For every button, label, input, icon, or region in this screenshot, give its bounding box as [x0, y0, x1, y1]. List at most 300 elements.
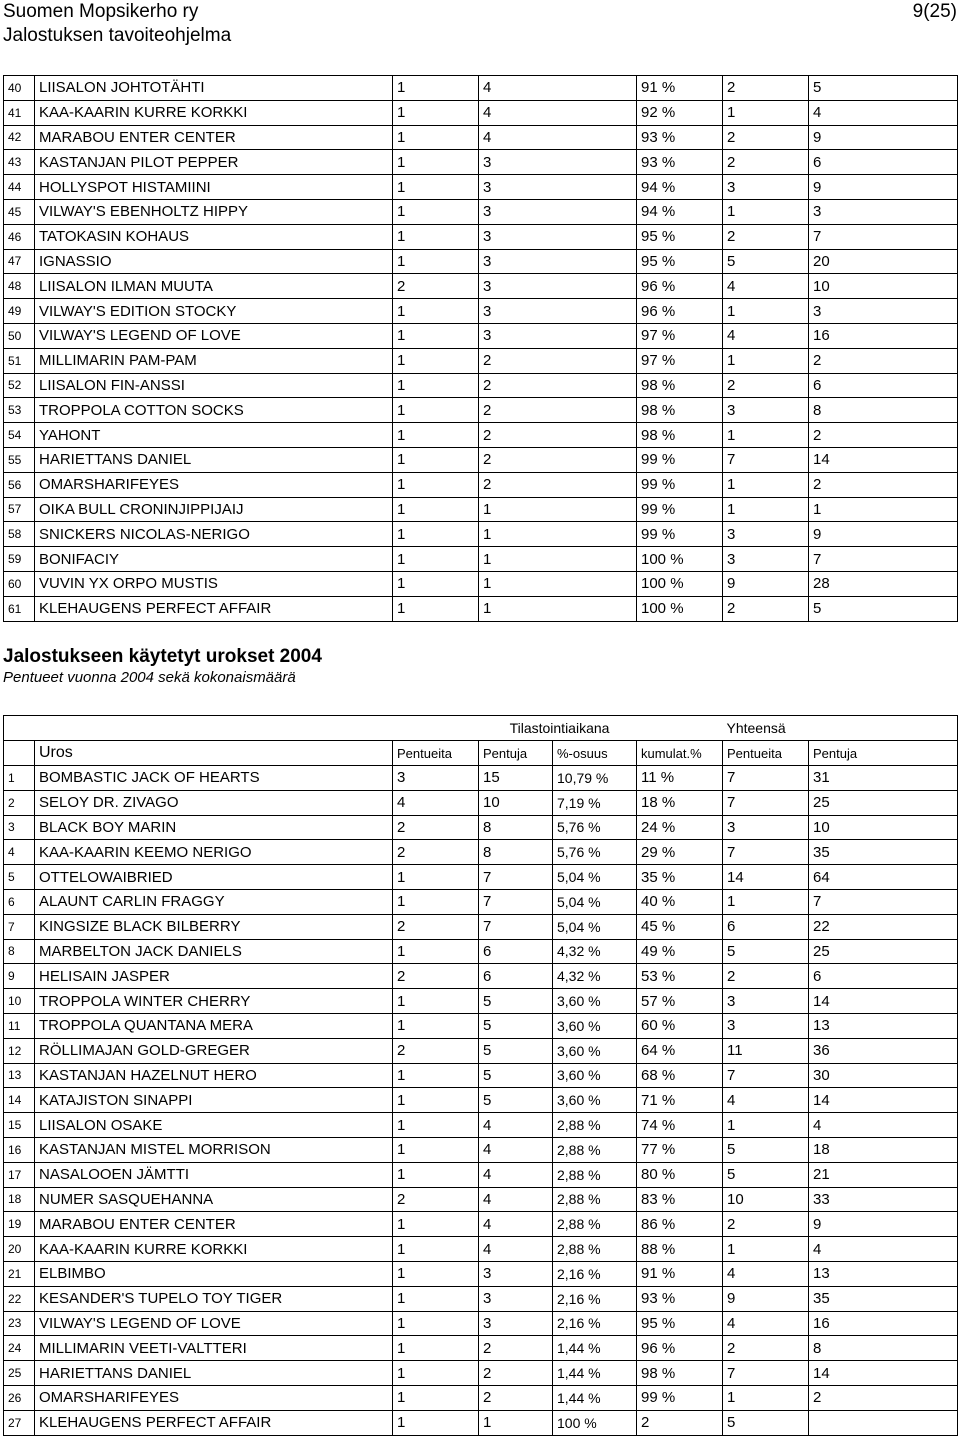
- puppies-cell: 4: [479, 1212, 553, 1237]
- total-litters-cell: 3: [723, 522, 809, 547]
- total-litters-cell: 7: [723, 1063, 809, 1088]
- total-puppies-cell: 8: [809, 398, 958, 423]
- litters-cell: 1: [393, 299, 479, 324]
- rank-cell: 12: [4, 1038, 35, 1063]
- puppies-cell: 2: [479, 1336, 553, 1361]
- cumulative-cell: 99 %: [637, 1385, 723, 1410]
- rank-cell: 48: [4, 274, 35, 299]
- puppies-cell: 2: [479, 1361, 553, 1386]
- rank-cell: 6: [4, 889, 35, 914]
- rank-cell: 7: [4, 914, 35, 939]
- name-cell: KASTANJAN MISTEL MORRISON: [35, 1137, 393, 1162]
- litters-cell: 2: [393, 914, 479, 939]
- table-row: [4, 299, 958, 324]
- rank-cell: 9: [4, 964, 35, 989]
- table-row: [4, 373, 958, 398]
- rank-cell: 23: [4, 1311, 35, 1336]
- litters-cell: 1: [393, 423, 479, 448]
- section-heading: [3, 645, 322, 687]
- puppies-cell: 1: [479, 571, 637, 596]
- col-total-pentueita: Pentueita: [723, 741, 809, 766]
- cumulative-cell: 91 %: [637, 1261, 723, 1286]
- rank-cell: 25: [4, 1361, 35, 1386]
- total-puppies-cell: 25: [809, 939, 958, 964]
- name-cell: OIKA BULL CRONINJIPPIJAIJ: [35, 497, 393, 522]
- share-cell: 1,44 %: [553, 1336, 637, 1361]
- table-row: [4, 199, 958, 224]
- name-cell: YAHONT: [35, 423, 393, 448]
- share-cell: 3,60 %: [553, 1038, 637, 1063]
- litters-cell: 1: [393, 1063, 479, 1088]
- cumulative-cell: 95 %: [637, 249, 723, 274]
- name-cell: BLACK BOY MARIN: [35, 815, 393, 840]
- name-cell: OMARSHARIFEYES: [35, 472, 393, 497]
- name-cell: ALAUNT CARLIN FRAGGY: [35, 889, 393, 914]
- total-litters-cell: 3: [723, 398, 809, 423]
- cumulative-cell: 77 %: [637, 1137, 723, 1162]
- puppies-cell: 2: [479, 447, 637, 472]
- table-row: [4, 100, 958, 125]
- header-blank: [35, 716, 393, 741]
- puppies-cell: 3: [479, 249, 637, 274]
- col-uros: Uros: [35, 741, 393, 766]
- litters-cell: 1: [393, 522, 479, 547]
- litters-cell: 1: [393, 373, 479, 398]
- litters-cell: 1: [393, 939, 479, 964]
- table-row: [4, 150, 958, 175]
- name-cell: KESANDER'S TUPELO TOY TIGER: [35, 1286, 393, 1311]
- name-cell: KINGSIZE BLACK BILBERRY: [35, 914, 393, 939]
- share-cell: 5,76 %: [553, 815, 637, 840]
- table-row: [4, 790, 958, 815]
- name-cell: KAA-KAARIN KEEMO NERIGO: [35, 840, 393, 865]
- cumulative-cell: 92 %: [637, 100, 723, 125]
- section-subtitle: Pentueet vuonna 2004 sekä kokonaismäärä: [3, 669, 296, 686]
- litters-cell: 1: [393, 596, 479, 621]
- cumulative-cell: 24 %: [637, 815, 723, 840]
- name-cell: LIISALON OSAKE: [35, 1113, 393, 1138]
- rank-cell: 56: [4, 472, 35, 497]
- total-puppies-cell: 1: [809, 497, 958, 522]
- cumulative-cell: 98 %: [637, 373, 723, 398]
- table-row: [4, 1063, 958, 1088]
- rank-cell: 58: [4, 522, 35, 547]
- rank-cell: 16: [4, 1137, 35, 1162]
- share-cell: 2,88 %: [553, 1237, 637, 1262]
- puppies-cell: 3: [479, 199, 637, 224]
- total-puppies-cell: [809, 1410, 958, 1435]
- col-kumulat: kumulat.%: [637, 741, 723, 766]
- total-litters-cell: 1: [723, 100, 809, 125]
- rank-cell: 47: [4, 249, 35, 274]
- cumulative-cell: 29 %: [637, 840, 723, 865]
- table-row: [4, 447, 958, 472]
- total-puppies-cell: 3: [809, 199, 958, 224]
- litters-cell: 1: [393, 1311, 479, 1336]
- puppies-cell: 7: [479, 865, 553, 890]
- rank-cell: 52: [4, 373, 35, 398]
- name-cell: BOMBASTIC JACK OF HEARTS: [35, 766, 393, 791]
- name-cell: LIISALON JOHTOTÄHTI: [35, 76, 393, 101]
- total-puppies-cell: 22: [809, 914, 958, 939]
- table-row: [4, 815, 958, 840]
- name-cell: SELOY DR. ZIVAGO: [35, 790, 393, 815]
- cumulative-cell: 93 %: [637, 150, 723, 175]
- total-litters-cell: 2: [723, 224, 809, 249]
- litters-cell: 3: [393, 766, 479, 791]
- share-cell: 2,88 %: [553, 1137, 637, 1162]
- cumulative-cell: 11 %: [637, 766, 723, 791]
- litters-cell: 1: [393, 1162, 479, 1187]
- table-row: [4, 1410, 958, 1435]
- table-row: [4, 1286, 958, 1311]
- rank-cell: 45: [4, 199, 35, 224]
- name-cell: MILLIMARIN PAM-PAM: [35, 348, 393, 373]
- name-cell: KATAJISTON SINAPPI: [35, 1088, 393, 1113]
- total-puppies-cell: 13: [809, 1261, 958, 1286]
- cumulative-cell: 99 %: [637, 472, 723, 497]
- total-litters-cell: 1: [723, 199, 809, 224]
- total-litters-cell: 2: [723, 150, 809, 175]
- puppies-cell: 3: [479, 1311, 553, 1336]
- section-title: Jalostukseen käytetyt urokset 2004: [3, 646, 322, 667]
- col-pentueita: Pentueita: [393, 741, 479, 766]
- table-row: [4, 1336, 958, 1361]
- rank-cell: 26: [4, 1385, 35, 1410]
- cumulative-cell: 71 %: [637, 1088, 723, 1113]
- cumulative-cell: 80 %: [637, 1162, 723, 1187]
- total-puppies-cell: 9: [809, 1212, 958, 1237]
- rank-cell: 15: [4, 1113, 35, 1138]
- table-row: [4, 274, 958, 299]
- cumulative-cell: 88 %: [637, 1237, 723, 1262]
- puppies-cell: 5: [479, 1013, 553, 1038]
- cumulative-cell: 95 %: [637, 1311, 723, 1336]
- cumulative-cell: 96 %: [637, 299, 723, 324]
- total-litters-cell: 9: [723, 1286, 809, 1311]
- total-puppies-cell: 6: [809, 150, 958, 175]
- litters-cell: 1: [393, 865, 479, 890]
- total-litters-cell: 7: [723, 790, 809, 815]
- litters-cell: 1: [393, 1261, 479, 1286]
- name-cell: MILLIMARIN VEETI-VALTTERI: [35, 1336, 393, 1361]
- litters-cell: 1: [393, 547, 479, 572]
- cumulative-cell: 64 %: [637, 1038, 723, 1063]
- rank-cell: 27: [4, 1410, 35, 1435]
- litters-cell: 1: [393, 224, 479, 249]
- cumulative-cell: 2: [637, 1410, 723, 1435]
- rank-cell: 60: [4, 571, 35, 596]
- puppies-cell: 2: [479, 348, 637, 373]
- rank-cell: 41: [4, 100, 35, 125]
- cumulative-cell: 45 %: [637, 914, 723, 939]
- total-puppies-cell: 2: [809, 472, 958, 497]
- rank-cell: 2: [4, 790, 35, 815]
- total-puppies-cell: 30: [809, 1063, 958, 1088]
- total-litters-cell: 2: [723, 373, 809, 398]
- table-row: [4, 1088, 958, 1113]
- total-litters-cell: 3: [723, 815, 809, 840]
- table-row: [4, 398, 958, 423]
- rank-cell: 55: [4, 447, 35, 472]
- table-row: [4, 1038, 958, 1063]
- total-puppies-cell: 13: [809, 1013, 958, 1038]
- puppies-cell: 4: [479, 1237, 553, 1262]
- name-cell: SNICKERS NICOLAS-NERIGO: [35, 522, 393, 547]
- litters-cell: 1: [393, 175, 479, 200]
- cumulative-cell: 99 %: [637, 522, 723, 547]
- puppies-cell: 6: [479, 964, 553, 989]
- share-cell: 5,04 %: [553, 889, 637, 914]
- rank-cell: 22: [4, 1286, 35, 1311]
- group-stats-header: Tilastointiaikana: [393, 716, 723, 741]
- puppies-cell: 8: [479, 815, 553, 840]
- litters-cell: 1: [393, 125, 479, 150]
- cumulative-cell: 98 %: [637, 1361, 723, 1386]
- total-puppies-cell: 10: [809, 274, 958, 299]
- cumulative-cell: 95 %: [637, 224, 723, 249]
- total-litters-cell: 1: [723, 497, 809, 522]
- rank-cell: 20: [4, 1237, 35, 1262]
- total-litters-cell: 1: [723, 472, 809, 497]
- name-cell: MARBELTON JACK DANIELS: [35, 939, 393, 964]
- rank-cell: 50: [4, 323, 35, 348]
- puppies-cell: 1: [479, 1410, 553, 1435]
- share-cell: 10,79 %: [553, 766, 637, 791]
- table-row: [4, 989, 958, 1014]
- group-total-header: Yhteensä: [723, 716, 958, 741]
- cumulative-cell: 99 %: [637, 447, 723, 472]
- total-litters-cell: 1: [723, 299, 809, 324]
- total-puppies-cell: 5: [809, 596, 958, 621]
- total-litters-cell: 2: [723, 1212, 809, 1237]
- puppies-cell: 5: [479, 1088, 553, 1113]
- puppies-cell: 7: [479, 914, 553, 939]
- table-row: [4, 1311, 958, 1336]
- org-name: Suomen Mopsikerho ry: [3, 1, 199, 22]
- litters-cell: 1: [393, 323, 479, 348]
- col-pentuja: Pentuja: [479, 741, 553, 766]
- total-litters-cell: 11: [723, 1038, 809, 1063]
- table-row: [4, 249, 958, 274]
- group-header-row: [4, 716, 958, 741]
- total-puppies-cell: 4: [809, 1113, 958, 1138]
- litters-cell: 1: [393, 1286, 479, 1311]
- rank-cell: 57: [4, 497, 35, 522]
- total-puppies-cell: 6: [809, 373, 958, 398]
- litters-cell: 2: [393, 1038, 479, 1063]
- table-row: [4, 1385, 958, 1410]
- total-puppies-cell: 7: [809, 889, 958, 914]
- puppies-cell: 3: [479, 1286, 553, 1311]
- total-litters-cell: 14: [723, 865, 809, 890]
- name-cell: HARIETTANS DANIEL: [35, 447, 393, 472]
- puppies-cell: 3: [479, 274, 637, 299]
- rank-cell: 43: [4, 150, 35, 175]
- puppies-cell: 5: [479, 1063, 553, 1088]
- cumulative-cell: 68 %: [637, 1063, 723, 1088]
- total-puppies-cell: 6: [809, 964, 958, 989]
- total-litters-cell: 3: [723, 547, 809, 572]
- table-row: [4, 224, 958, 249]
- puppies-cell: 1: [479, 497, 637, 522]
- cumulative-cell: 96 %: [637, 274, 723, 299]
- puppies-cell: 3: [479, 1261, 553, 1286]
- litters-cell: 1: [393, 1410, 479, 1435]
- share-cell: 1,44 %: [553, 1385, 637, 1410]
- name-cell: KAA-KAARIN KURRE KORKKI: [35, 1237, 393, 1262]
- total-litters-cell: 3: [723, 1013, 809, 1038]
- total-puppies-cell: 9: [809, 175, 958, 200]
- litters-cell: 1: [393, 472, 479, 497]
- cumulative-cell: 18 %: [637, 790, 723, 815]
- share-cell: 2,88 %: [553, 1187, 637, 1212]
- name-cell: VILWAY'S EBENHOLTZ HIPPY: [35, 199, 393, 224]
- table-row: [4, 522, 958, 547]
- puppies-cell: 15: [479, 766, 553, 791]
- rank-cell: 54: [4, 423, 35, 448]
- total-puppies-cell: 35: [809, 840, 958, 865]
- share-cell: 2,88 %: [553, 1212, 637, 1237]
- table-row: [4, 1237, 958, 1262]
- name-cell: TROPPOLA WINTER CHERRY: [35, 989, 393, 1014]
- share-cell: 2,88 %: [553, 1113, 637, 1138]
- name-cell: HELISAIN JASPER: [35, 964, 393, 989]
- cumulative-cell: 98 %: [637, 398, 723, 423]
- table-row: [4, 1261, 958, 1286]
- total-puppies-cell: 14: [809, 1088, 958, 1113]
- rank-cell: 1: [4, 766, 35, 791]
- table-row: [4, 964, 958, 989]
- total-puppies-cell: 5: [809, 76, 958, 101]
- cumulative-cell: 83 %: [637, 1187, 723, 1212]
- table-row: [4, 914, 958, 939]
- cumulative-cell: 74 %: [637, 1113, 723, 1138]
- puppies-cell: 10: [479, 790, 553, 815]
- total-litters-cell: 2: [723, 76, 809, 101]
- rank-cell: 18: [4, 1187, 35, 1212]
- puppies-cell: 7: [479, 889, 553, 914]
- puppies-cell: 5: [479, 989, 553, 1014]
- table-row: [4, 571, 958, 596]
- name-cell: VILWAY'S EDITION STOCKY: [35, 299, 393, 324]
- share-cell: 2,16 %: [553, 1311, 637, 1336]
- males-used-2004-table: [3, 715, 958, 1436]
- litters-cell: 1: [393, 150, 479, 175]
- table-row: [4, 76, 958, 101]
- litters-cell: 1: [393, 447, 479, 472]
- litters-cell: 1: [393, 1237, 479, 1262]
- total-puppies-cell: 21: [809, 1162, 958, 1187]
- total-puppies-cell: 8: [809, 1336, 958, 1361]
- total-litters-cell: 7: [723, 766, 809, 791]
- name-cell: KLEHAUGENS PERFECT AFFAIR: [35, 596, 393, 621]
- table-row: [4, 472, 958, 497]
- rank-cell: 11: [4, 1013, 35, 1038]
- col-total-pentuja: Pentuja: [809, 741, 958, 766]
- puppies-cell: 2: [479, 423, 637, 448]
- table-row: [4, 497, 958, 522]
- total-puppies-cell: 4: [809, 1237, 958, 1262]
- total-puppies-cell: 14: [809, 447, 958, 472]
- puppies-cell: 6: [479, 939, 553, 964]
- name-cell: HOLLYSPOT HISTAMIINI: [35, 175, 393, 200]
- rank-cell: 59: [4, 547, 35, 572]
- total-litters-cell: 1: [723, 1385, 809, 1410]
- name-cell: TATOKASIN KOHAUS: [35, 224, 393, 249]
- table-row: [4, 939, 958, 964]
- share-cell: 5,76 %: [553, 840, 637, 865]
- table-row: [4, 1212, 958, 1237]
- total-puppies-cell: 36: [809, 1038, 958, 1063]
- total-puppies-cell: 14: [809, 1361, 958, 1386]
- cumulative-cell: 53 %: [637, 964, 723, 989]
- share-cell: 7,19 %: [553, 790, 637, 815]
- puppies-cell: 1: [479, 596, 637, 621]
- name-cell: OMARSHARIFEYES: [35, 1385, 393, 1410]
- name-cell: KAA-KAARIN KURRE KORKKI: [35, 100, 393, 125]
- puppies-cell: 4: [479, 100, 637, 125]
- total-puppies-cell: 9: [809, 125, 958, 150]
- puppies-cell: 1: [479, 522, 637, 547]
- male-ranking-table-continued: [3, 75, 958, 622]
- puppies-cell: 3: [479, 299, 637, 324]
- total-litters-cell: 9: [723, 571, 809, 596]
- total-litters-cell: 6: [723, 914, 809, 939]
- name-cell: TROPPOLA COTTON SOCKS: [35, 398, 393, 423]
- table-row: [4, 840, 958, 865]
- page-number: 9(25): [912, 1, 957, 22]
- total-litters-cell: 1: [723, 1237, 809, 1262]
- total-puppies-cell: 3: [809, 299, 958, 324]
- cumulative-cell: 60 %: [637, 1013, 723, 1038]
- litters-cell: 2: [393, 274, 479, 299]
- name-cell: KASTANJAN HAZELNUT HERO: [35, 1063, 393, 1088]
- litters-cell: 1: [393, 199, 479, 224]
- total-puppies-cell: 7: [809, 224, 958, 249]
- rank-cell: 51: [4, 348, 35, 373]
- table-row: [4, 865, 958, 890]
- litters-cell: 1: [393, 1013, 479, 1038]
- total-litters-cell: 4: [723, 323, 809, 348]
- puppies-cell: 2: [479, 398, 637, 423]
- name-cell: OTTELOWAIBRIED: [35, 865, 393, 890]
- cumulative-cell: 97 %: [637, 323, 723, 348]
- name-cell: MARABOU ENTER CENTER: [35, 125, 393, 150]
- litters-cell: 2: [393, 840, 479, 865]
- rank-cell: 13: [4, 1063, 35, 1088]
- litters-cell: 1: [393, 1212, 479, 1237]
- total-litters-cell: 4: [723, 274, 809, 299]
- name-cell: KLEHAUGENS PERFECT AFFAIR: [35, 1410, 393, 1435]
- total-puppies-cell: 7: [809, 547, 958, 572]
- litters-cell: 1: [393, 1385, 479, 1410]
- table-row: [4, 175, 958, 200]
- cumulative-cell: 40 %: [637, 889, 723, 914]
- share-cell: 5,04 %: [553, 914, 637, 939]
- table-row: [4, 1361, 958, 1386]
- rank-cell: 3: [4, 815, 35, 840]
- cumulative-cell: 100 %: [637, 547, 723, 572]
- share-cell: 3,60 %: [553, 1063, 637, 1088]
- total-litters-cell: 2: [723, 125, 809, 150]
- litters-cell: 1: [393, 1137, 479, 1162]
- litters-cell: 1: [393, 398, 479, 423]
- puppies-cell: 4: [479, 1187, 553, 1212]
- cumulative-cell: 93 %: [637, 125, 723, 150]
- table-row: [4, 323, 958, 348]
- table-row: [4, 1013, 958, 1038]
